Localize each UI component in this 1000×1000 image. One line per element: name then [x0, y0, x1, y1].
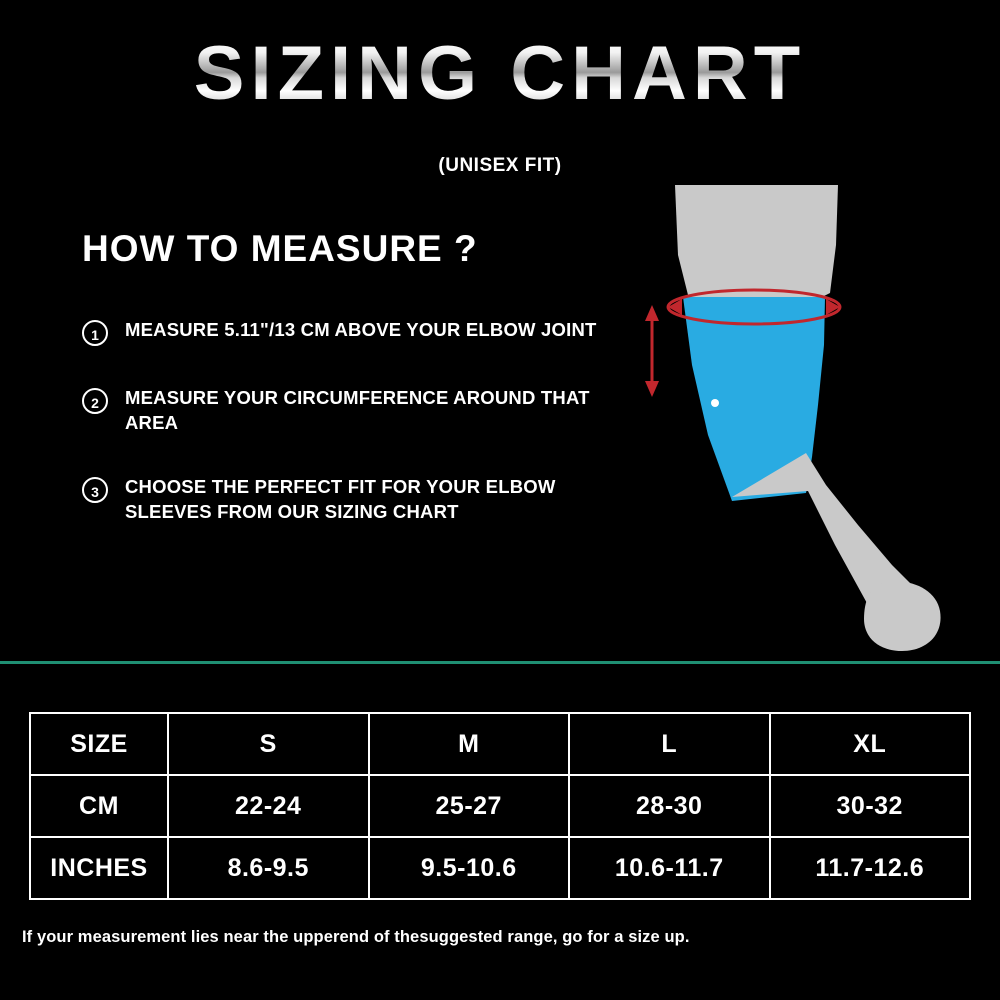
list-item [82, 318, 642, 346]
upper-arm-shape [675, 185, 838, 303]
step-number-badge: 1 [82, 320, 108, 346]
table-cell: 10.6-11.7 [569, 837, 770, 899]
arm-with-elbow-sleeve-diagram [620, 185, 960, 655]
vertical-arrow-top [645, 305, 659, 321]
table-cell: 11.7-12.6 [770, 837, 971, 899]
how-to-measure-heading: HOW TO MEASURE ? [82, 228, 478, 269]
footnote-text: If your measurement lies near the upperend of thesuggested range, go for a size up. [22, 928, 690, 946]
page-title: SIZING CHART [0, 36, 1000, 112]
table-row-label: CM [30, 775, 168, 837]
step-number-badge: 2 [82, 388, 108, 414]
table-row-label: INCHES [30, 837, 168, 899]
table-row [30, 837, 970, 899]
list-item [82, 386, 642, 435]
table-cell: M [369, 713, 570, 775]
table-cell: S [168, 713, 369, 775]
table-cell: XL [770, 713, 971, 775]
table-cell: L [569, 713, 770, 775]
table-row [30, 775, 970, 837]
table-cell: 8.6-9.5 [168, 837, 369, 899]
vertical-arrow-bottom [645, 381, 659, 397]
step-text: CHOOSE THE PERFECT FIT FOR YOUR ELBOW SLEEVES FROM OUR SIZING CHART [125, 476, 556, 522]
table-cell: 25-27 [369, 775, 570, 837]
table-row [30, 713, 970, 775]
table-cell: 22-24 [168, 775, 369, 837]
table-cell: 30-32 [770, 775, 971, 837]
table-cell: 9.5-10.6 [369, 837, 570, 899]
fist-shape [864, 581, 941, 651]
step-text: MEASURE YOUR CIRCUMFERENCE AROUND THAT AREA [125, 387, 590, 433]
table-cell: 28-30 [569, 775, 770, 837]
sleeve-dot-detail [711, 399, 719, 407]
step-number-badge: 3 [82, 477, 108, 503]
section-divider [0, 661, 1000, 664]
page-subtitle: (UNISEX FIT) [438, 155, 562, 176]
sizing-table [29, 712, 971, 900]
table-row-label: SIZE [30, 713, 168, 775]
list-item [82, 475, 642, 524]
how-to-measure-steps [82, 318, 642, 564]
step-text: MEASURE 5.11"/13 CM ABOVE YOUR ELBOW JOINT [125, 319, 597, 340]
